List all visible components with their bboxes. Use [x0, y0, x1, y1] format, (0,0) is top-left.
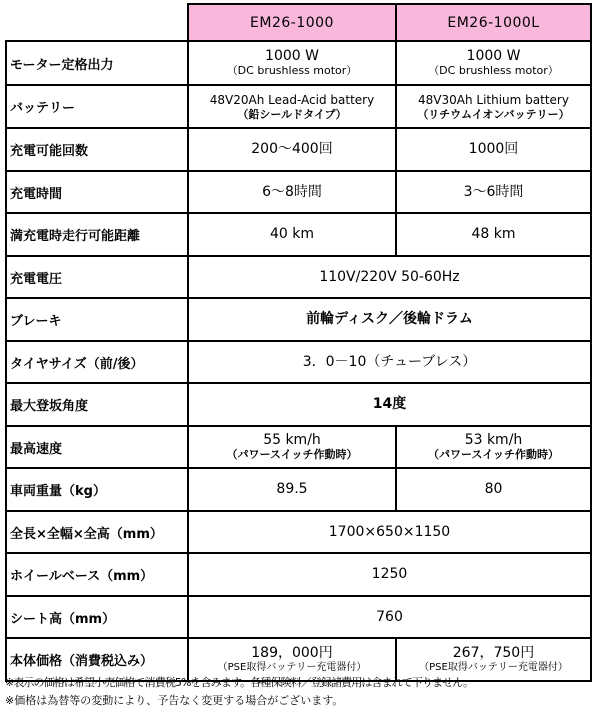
value-cell-merged: 14度 — [188, 383, 591, 426]
value-cell-merged: 3．0－10（チューブレス） — [188, 341, 591, 383]
value-cell — [396, 426, 591, 468]
value-main: 48V30Ah Lithium battery — [418, 92, 569, 107]
value-sub: （パワースイッチ作動時） — [226, 448, 358, 461]
value-cell-merged: 1250 — [188, 553, 591, 596]
table-row — [6, 553, 591, 596]
row-label: ホイールベース（mm） — [6, 553, 188, 596]
row-label: 車両重量（kg） — [6, 468, 188, 511]
header-model-2: EM26-1000L — [396, 4, 591, 41]
table-row — [6, 341, 591, 383]
table-row — [6, 468, 591, 511]
row-label: 本体価格（消費税込み） — [6, 638, 188, 681]
value-cell-merged: 760 — [188, 596, 591, 638]
value-cell: 3～6時間 — [396, 171, 591, 213]
value-main: 55 km/h — [263, 432, 321, 448]
table-row — [6, 426, 591, 468]
value-main: 53 km/h — [464, 432, 523, 448]
spec-table — [5, 3, 592, 682]
value-cell — [188, 85, 396, 128]
value-sub: （DC brushless motor） — [428, 64, 559, 77]
row-label: 最大登坂角度 — [6, 383, 188, 426]
value-cell: 1000回 — [396, 128, 591, 171]
row-label: ブレーキ — [6, 298, 188, 341]
table-row — [6, 298, 591, 341]
value-cell — [396, 41, 591, 85]
value-cell: 48 km — [396, 213, 591, 256]
value-cell: 200～400回 — [188, 128, 396, 171]
value-cell-merged: 前輪ディスク／後輪ドラム — [188, 298, 591, 341]
header-model-1: EM26-1000 — [188, 4, 396, 41]
value-cell: 80 — [396, 468, 591, 511]
value-cell — [188, 41, 396, 85]
table-row — [6, 85, 591, 128]
value-main: 189，000円 — [251, 644, 333, 661]
table-row — [6, 256, 591, 298]
row-label: 最高速度 — [6, 426, 188, 468]
row-label: 充電電圧 — [6, 256, 188, 298]
value-cell — [188, 638, 396, 681]
header-blank-cell — [6, 4, 188, 41]
table-row — [6, 171, 591, 213]
header-row — [6, 4, 591, 41]
table-row — [6, 41, 591, 85]
table-row — [6, 213, 591, 256]
value-cell: 6～8時間 — [188, 171, 396, 213]
value-cell — [188, 426, 396, 468]
row-label: 充電可能回数 — [6, 128, 188, 171]
table-row — [6, 638, 591, 681]
row-label: 満充電時走行可能距離 — [6, 213, 188, 256]
row-label: 全長×全幅×全高（mm） — [6, 511, 188, 553]
table-row — [6, 511, 591, 553]
value-cell: 40 km — [188, 213, 396, 256]
row-label: バッテリー — [6, 85, 188, 128]
footnote-price-change: ※価格は為替等の変動により、予告なく変更する場合がございます。 — [5, 694, 344, 707]
value-cell-merged: 1700×650×1150 — [188, 511, 591, 553]
value-cell-merged: 110V/220V 50-60Hz — [188, 256, 591, 298]
row-label: シート高（mm） — [6, 596, 188, 638]
value-main: 1000 W — [466, 48, 521, 64]
footnote-price-tax: ※表示の価格は希望小売価格で消費税5%を含みます。各種保険料／登録諸費用は含まれて下りません。 — [5, 676, 474, 689]
value-sub: （鉛シールドタイプ） — [237, 107, 347, 121]
row-label: モーター定格出力 — [6, 41, 188, 85]
value-main: 48V20Ah Lead-Acid battery — [209, 92, 375, 107]
table-row — [6, 128, 591, 171]
value-cell — [396, 85, 591, 128]
row-label: タイヤサイズ（前/後） — [6, 341, 188, 383]
value-cell: 89.5 — [188, 468, 396, 511]
value-main: 1000 W — [265, 48, 319, 64]
value-main: 267，750円 — [452, 644, 535, 661]
value-sub: （PSE取得バッテリー充電器付） — [217, 661, 367, 673]
table-row — [6, 383, 591, 426]
value-sub: （リチウムイオンバッテリー） — [417, 107, 570, 121]
value-sub: （DC brushless motor） — [226, 64, 358, 77]
row-label: 充電時間 — [6, 171, 188, 213]
value-cell — [396, 638, 591, 681]
table-row — [6, 596, 591, 638]
value-sub: （PSE取得バッテリー充電器付） — [419, 661, 568, 673]
value-sub: （パワースイッチ作動時） — [427, 448, 559, 461]
